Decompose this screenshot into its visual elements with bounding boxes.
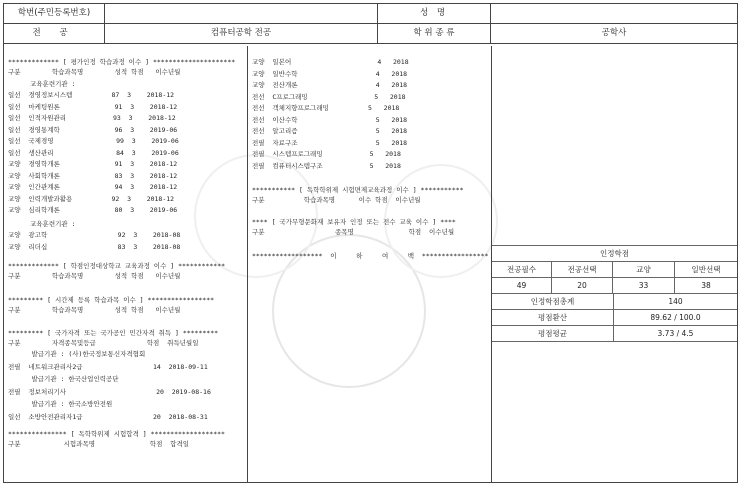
- text-row: 일선 인적자원관리 93 3 2018-12: [8, 114, 176, 122]
- name-label: 성 명: [377, 4, 490, 23]
- summary-value-cell: 49: [492, 278, 552, 294]
- s1-head: 구분 학습과목명 성적 학점 이수년월: [8, 68, 181, 76]
- header-row-1: [4, 4, 737, 24]
- text-row: 일선 소방안전관리자1급 20 2018-08-31: [8, 412, 208, 421]
- text-row: 일선 국제경영 99 3 2019-06: [8, 137, 179, 145]
- text-row: 교양 사회학개론 83 3 2018-12: [8, 171, 178, 180]
- column-3: [491, 46, 737, 482]
- avg-value: 3.73 / 4.5: [614, 326, 737, 342]
- text-row: 전선 객체지향프로그래밍 5 2018: [252, 104, 400, 112]
- text-row: 교양 일반수학 4 2018: [252, 69, 408, 78]
- text-row: 교양 광고학 92 3 2018-08: [8, 231, 181, 239]
- text-row: 교양 리더십 83 3 2018-08: [8, 242, 181, 251]
- degree-label: 학 위 종 류: [377, 24, 490, 43]
- summary-head-cell: 전공필수: [492, 262, 552, 278]
- degree-value: 공학사: [490, 24, 737, 43]
- c2-head-2: 구분 종목명 학점 이수년월: [252, 228, 455, 236]
- text-row: 전필 정보처리기사 20 2019-08-16: [8, 387, 211, 396]
- text-row: 일선 경영통계학 96 3 2019-06: [8, 125, 178, 134]
- avg-label: 평점평균: [492, 326, 614, 342]
- s1-title: ************* [ 평가인정 학습과정 이수 ] *********************: [8, 58, 236, 66]
- text-row: 전선 C프로그래밍 5 2018: [252, 92, 406, 101]
- c2-title-3: ****************** 이 하 여 백 *****************: [252, 252, 489, 260]
- major-label: 전 공: [32, 28, 76, 38]
- summary-head-cell: 전공선택: [552, 262, 613, 278]
- s2-title: ************* [ 학점인정대상학교 교육과정 이수 ] ************: [8, 262, 226, 270]
- summary-table: [492, 245, 737, 338]
- summary-value-cell: 38: [675, 278, 737, 294]
- id-label: 학번(주민등록번호): [17, 8, 91, 18]
- s4-head: 구분 자격종목및등급 학점 취득년월일: [8, 339, 199, 347]
- text-row: 전필 시스템프로그래밍 5 2018: [252, 150, 401, 158]
- conv-label: 평점환산: [492, 310, 614, 326]
- text-row: 전선 알고리즘 5 2018: [252, 127, 408, 135]
- summary-value-cell: 20: [552, 278, 613, 294]
- c2-title-1: *********** [ 독학학위제 시험면제교육과정 이수 ] ***********: [252, 186, 464, 194]
- s3-title: ********* [ 시간제 등록 학습과목 이수 ] *****************: [8, 296, 215, 304]
- summary-title: 인정학점: [492, 246, 737, 262]
- s3-head: 구분 학습과목명 성적 학점 이수년월: [8, 306, 181, 314]
- text-row: 전선 이산수학 5 2018: [252, 115, 408, 124]
- s1-org1: 교육훈련기관 :: [30, 80, 76, 88]
- text-row: 발급기관 : (사)한국정보통신자격협회: [8, 350, 146, 358]
- total-value: 140: [614, 294, 737, 310]
- s2-head: 구분 학습과목명 성적 학점 이수년월: [8, 272, 181, 280]
- id-value: [104, 4, 377, 23]
- text-row: 발급기관 : 한국산업인력공단: [8, 375, 119, 383]
- column-2: [247, 46, 491, 482]
- summary-head-cell: 교양: [613, 262, 675, 278]
- c2-head-1: 구분 학습과목명 이수 학점 이수년월: [252, 196, 421, 204]
- text-row: 교양 인력개발과활용 92 3 2018-12: [8, 194, 175, 203]
- transcript-frame: [3, 3, 738, 483]
- s5-title: *************** [ 독학학위제 시험합격 ] *******************: [8, 430, 225, 438]
- column-1: [4, 46, 247, 482]
- summary-head-cell: 일반선택: [675, 262, 737, 278]
- text-row: 교양 인간관계론 94 3 2018-12: [8, 183, 178, 191]
- header-row-2: [4, 24, 737, 44]
- summary-value-cell: 33: [613, 278, 675, 294]
- text-row: 교양 전산개론 4 2018: [252, 81, 408, 89]
- s1-org2: 교육훈련기관 :: [30, 220, 76, 228]
- s4-title: ********* [ 국가자격 또는 국가공인 민간자격 취득 ] *********: [8, 329, 219, 337]
- text-row: 발급기관 : 한국소방안전원: [8, 400, 113, 408]
- text-row: 일선 마케팅원론 91 3 2018-12: [8, 102, 178, 111]
- text-row: 전필 자료구조 5 2018: [252, 138, 408, 147]
- name-value: [490, 4, 737, 23]
- conv-value: 89.62 / 100.0: [614, 310, 737, 326]
- text-row: 교양 심리학개론 80 3 2019-06: [8, 206, 178, 214]
- text-row: 일선 경영정보시스템 87 3 2018-12: [8, 91, 175, 99]
- text-row: 일선 생산관리 84 3 2019-06: [8, 148, 179, 157]
- c2-title-2: **** [ 국가무형문화재 보유자 인정 또는 전수 교육 이수 ] ****: [252, 218, 456, 226]
- text-row: 전필 네트워크관리사2급 14 2018-09-11: [8, 362, 208, 371]
- s5-head: 구분 시험과목명 학점 합격일: [8, 440, 190, 448]
- total-label: 인정학점총계: [492, 294, 614, 310]
- text-row: 전필 컴퓨터시스템구조 5 2018: [252, 161, 401, 170]
- text-row: 교양 일본어 4 2018: [252, 58, 409, 66]
- major-value: 컴퓨터공학 전공: [104, 24, 377, 43]
- text-row: 교양 경영학개론 91 3 2018-12: [8, 160, 178, 168]
